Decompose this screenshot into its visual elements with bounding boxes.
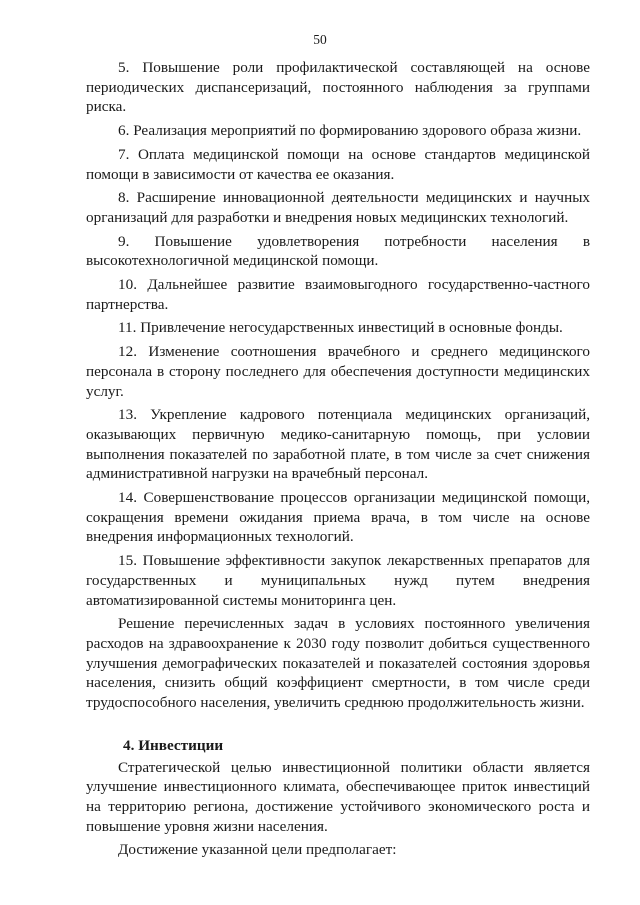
document-body bbox=[86, 58, 590, 864]
list-item: 8. Расширение инновационной деятельности медицинских и научных организаций для разработки и внедрения новых медицинских технологий. bbox=[86, 189, 590, 226]
list-item: 7. Оплата медицинской помощи на основе стандартов медицинской помощи в зависимости от качества ее оказания. bbox=[86, 145, 590, 183]
list-item: 10. Дальнейшее развитие взаимовыгодного государственно-частного партнерства. bbox=[86, 276, 590, 313]
list-item: 11. Привлечение негосударственных инвестиций в основные фонды. bbox=[118, 319, 563, 337]
list-item: 6. Реализация мероприятий по формированию здорового образа жизни. bbox=[118, 122, 582, 140]
list-item: 5. Повышение роли профилактической составляющей на основе периодических диспансеризаций, постоянного наблюдения за группами риска. bbox=[86, 59, 590, 116]
section-paragraph: Достижение указанной цели предполагает: bbox=[118, 841, 397, 859]
page-number: 50 bbox=[313, 32, 327, 47]
conclusion-paragraph: Решение перечисленных задач в условиях постоянного увеличения расходов на здравоохранение к 2030 году позволит добиться существенного улучшения демографических показателей и показателей состояния здоровья населения, снизить общий коэффициент смертности, в том числе среди трудоспособного населения, увеличить среднюю продолжительность жизни. bbox=[86, 615, 590, 712]
list-item: 9. Повышение удовлетворения потребности населения в высокотехнологичной медицинской помощи. bbox=[86, 232, 590, 270]
list-item: 13. Укрепление кадрового потенциала медицинских организаций, оказывающих первичную медико-санитарную помощь, при условии выполнения показателей по заработной плате, в том числе за счет снижения административной нагрузки на врачебный персонал. bbox=[86, 406, 590, 483]
section-paragraph: Стратегической целью инвестиционной политики области является улучшение инвестиционного климата, обеспечивающее приток инвестиций на территорию региона, достижение устойчивого экономического роста и повышение уровня жизни населения. bbox=[86, 758, 590, 835]
list-item: 12. Изменение соотношения врачебного и среднего медицинского персонала в сторону последнего для обеспечения доступности медицинских услуг. bbox=[86, 343, 590, 400]
list-item: 15. Повышение эффективности закупок лекарственных препаратов для государственных и муниципальных нужд путем внедрения автоматизированной системы мониторинга цен. bbox=[86, 552, 590, 609]
list-item: 14. Совершенствование процессов организации медицинской помощи, сокращения времени ожидания приема врача, в том числе на основе внедрения информационных технологий. bbox=[86, 489, 590, 546]
section-heading: 4. Инвестиции bbox=[123, 736, 224, 754]
